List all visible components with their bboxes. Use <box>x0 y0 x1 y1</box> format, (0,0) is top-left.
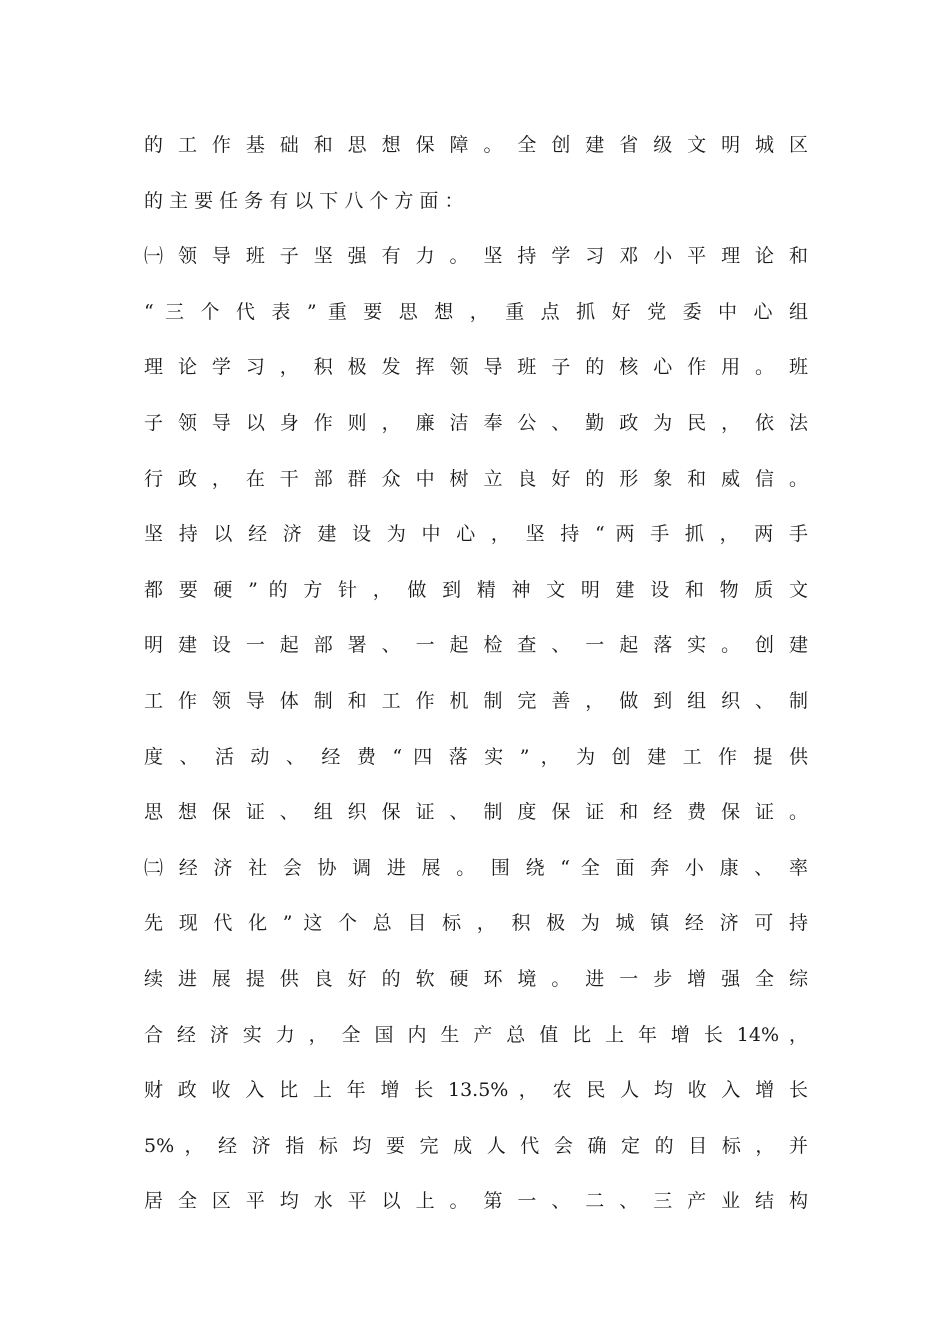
text-line: ㈡ 经 济 社 会 协 调 进 展 。 围 绕 “ 全 面 奔 小 康 、 率 <box>144 856 808 879</box>
text-line: 先 现 代 化 ” 这 个 总 目 标 ， 积 极 为 城 镇 经 济 可 持 <box>144 912 808 935</box>
text-line: “ 三 个 代 表 ” 重 要 思 想 ， 重 点 抓 好 党 委 中 心 组 <box>144 300 808 323</box>
text-line: 居 全 区 平 均 水 平 以 上 。 第 一 、 二 、 三 产 业 结 构 <box>144 1190 808 1213</box>
text-line: 合 经 济 实 力 ， 全 国 内 生 产 总 值 比 上 年 增 长 14% ， <box>144 1023 808 1046</box>
text-line: 5% ， 经 济 指 标 均 要 完 成 人 代 会 确 定 的 目 标 ， 并 <box>144 1134 808 1157</box>
text-line: 坚 持 以 经 济 建 设 为 中 心 ， 坚 持 “ 两 手 抓 ， 两 手 <box>144 523 808 546</box>
text-line: 续 进 展 提 供 良 好 的 软 硬 环 境 。 进 一 步 增 强 全 综 <box>144 967 808 990</box>
text-line: ㈠ 领 导 班 子 坚 强 有 力 。 坚 持 学 习 邓 小 平 理 论 和 <box>144 245 808 268</box>
text-line: 明 建 设 一 起 部 署 、 一 起 检 查 、 一 起 落 实 。 创 建 <box>144 634 808 657</box>
text-line: 子 领 导 以 身 作 则 ， 廉 洁 奉 公 、 勤 政 为 民 ， 依 法 <box>144 411 808 434</box>
text-line: 财 政 收 入 比 上 年 增 长 13.5% ， 农 民 人 均 收 入 增 长 <box>144 1079 808 1102</box>
text-line: 的 工 作 基 础 和 思 想 保 障 。 全 创 建 省 级 文 明 城 区 <box>144 134 808 156</box>
text-line: 的 主 要 任 务 有 以 下 八 个 方 面 ： <box>144 189 464 212</box>
text-line: 都 要 硬 ” 的 方 针 ， 做 到 精 神 文 明 建 设 和 物 质 文 <box>144 578 808 601</box>
text-line: 思 想 保 证 、 组 织 保 证 、 制 度 保 证 和 经 费 保 证 。 <box>144 801 808 824</box>
text-line: 度 、 活 动 、 经 费 “ 四 落 实 ” ， 为 创 建 工 作 提 供 <box>144 745 808 768</box>
text-line: 理 论 学 习 ， 积 极 发 挥 领 导 班 子 的 核 心 作 用 。 班 <box>144 356 808 379</box>
text-line: 行 政 ， 在 干 部 群 众 中 树 立 良 好 的 形 象 和 威 信 。 <box>144 467 808 490</box>
body-text <box>144 118 808 1230</box>
text-line: 工 作 领 导 体 制 和 工 作 机 制 完 善 ， 做 到 组 织 、 制 <box>144 689 808 712</box>
